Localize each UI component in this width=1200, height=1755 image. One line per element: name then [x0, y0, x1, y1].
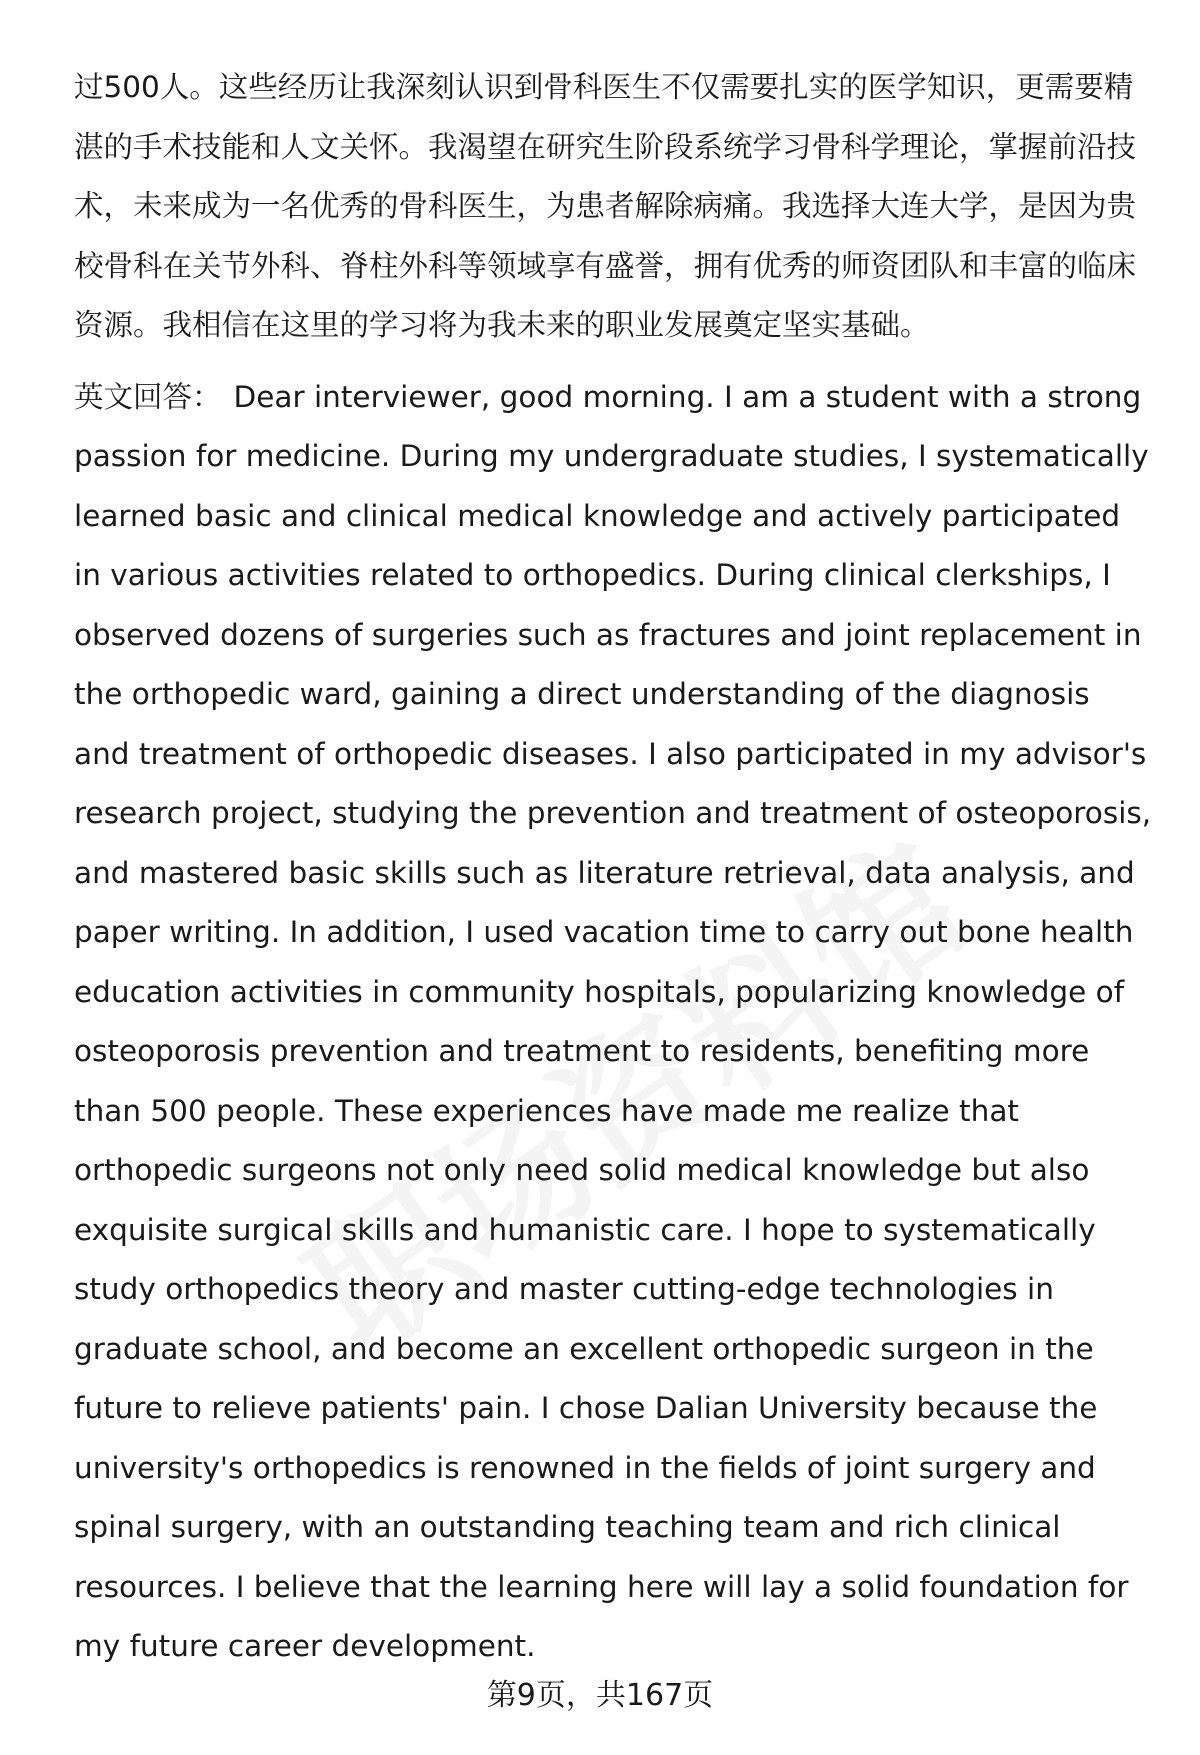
english-answer-paragraph [74, 368, 1154, 1677]
english-answer-text: Dear interviewer, good morning. I am a student with a strong passion for medicine. During my undergraduate studies, I systematically learned basic and clinical medical knowledge and actively participated in various activities related to orthopedics. During clinical clerkships, I observed dozens of surgeries such as fractures and joint replacement in the orthopedic ward, gaining a direct understanding of the diagnosis and treatment of orthopedic diseases. I also participated in my advisor's research project, studying the prevention and treatment of osteoporosis, and mastered basic skills such as literature retrieval, data analysis, and paper writing. In addition, I used vacation time to carry out bone health education activities in community hospitals, popularizing knowledge of osteoporosis prevention and treatment to residents, benefiting more than 500 people. These experiences have made me realize that orthopedic surgeons not only need solid medical knowledge but also exquisite surgical skills and humanistic care. I hope to systematically study orthopedics theory and master cutting-edge technologies in graduate school, and become an excellent orthopedic surgeon in the future to relieve patients' pain. I chose Dalian University because the university's orthopedics is renowned in the fields of joint surgery and spinal surgery, with an outstanding teaching team and rich clinical resources. I believe that the learning here will lay a solid foundation for my future career development. [74, 379, 1152, 1663]
document-body [74, 58, 1154, 1677]
chinese-paragraph: 过500人。这些经历让我深刻认识到骨科医生不仅需要扎实的医学知识，更需要精湛的手术技能和人文关怀。我渴望在研究生阶段系统学习骨科学理论，掌握前沿技术，未来成为一名优秀的骨科医生，为患者解除病痛。我选择大连大学，是因为贵校骨科在关节外科、脊柱外科等领域享有盛誉，拥有优秀的师资团队和丰富的临床资源。我相信在这里的学习将为我未来的职业发展奠定坚实基础。 [74, 70, 1137, 342]
english-answer-label: 英文回答： [74, 379, 222, 414]
page-number: 第9页，共167页 [486, 1678, 714, 1713]
